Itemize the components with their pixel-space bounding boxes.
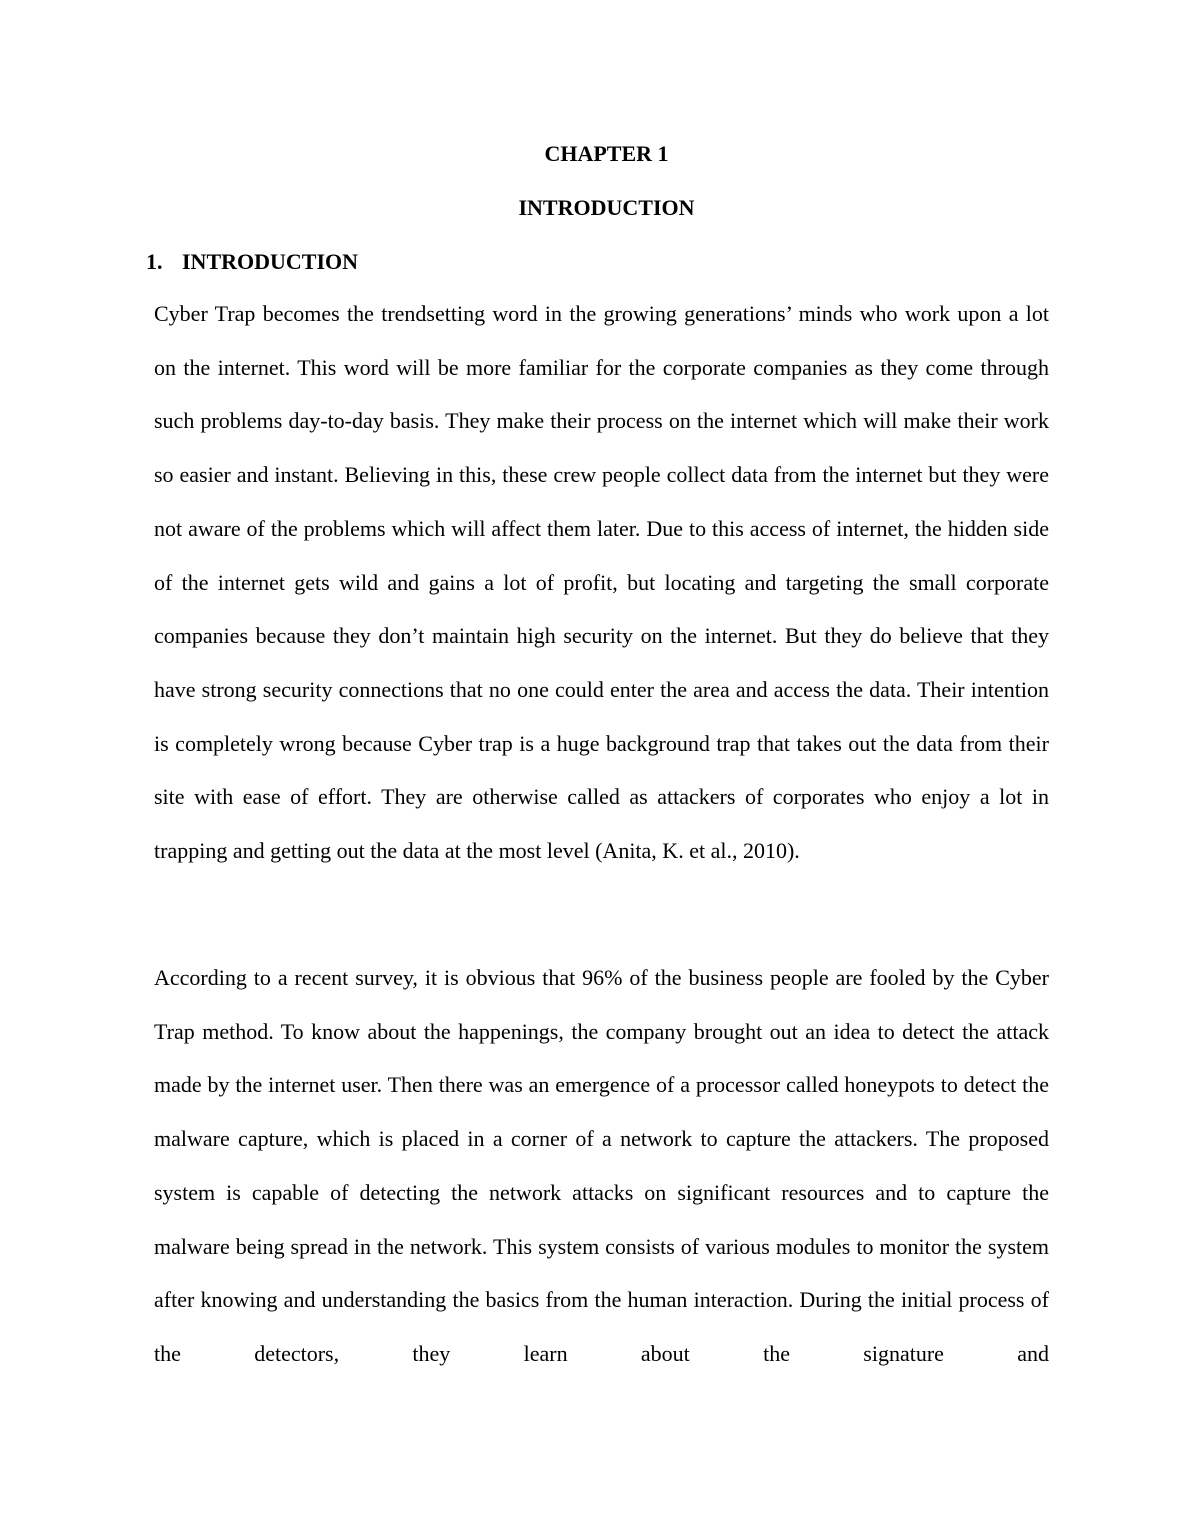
body-paragraph-1: Cyber Trap becomes the trendsetting word in the growing generations’ minds who work upon a lot on the internet. This word will be more familiar for the corporate companies as they come through such problems day-to-day basis. They make their process on the internet which will make their work so easier and instant. Believing in this, these crew people collect data from the internet but they were not aware of the problems which will affect them later. Due to this access of internet, the hidden side of the internet gets wild and gains a lot of profit, but locating and targeting the small corporate companies because they don’t maintain high security on the internet. But they do believe that they have strong security connections that no one could enter the area and access the data. Their intention is completely wrong because Cyber trap is a huge background trap that takes out the data from their site with ease of effort. They are otherwise called as attackers of corporates who enjoy a lot in trapping and getting out the data at the most level (Anita, K. et al., 2010). (154, 301, 1049, 864)
section-heading (146, 249, 358, 275)
chapter-title: INTRODUCTION (518, 195, 695, 220)
section-title: INTRODUCTION (182, 249, 359, 274)
section-number: 1. (146, 249, 163, 274)
body-paragraph-2: According to a recent survey, it is obvious that 96% of the business people are fooled by the Cyber Trap method. To know about the happenings, the company brought out an idea to detect the attack made by the internet user. Then there was an emergence of a processor called honeypots to detect the malware capture, which is placed in a corner of a network to capture the attackers. The proposed system is capable of detecting the network attacks on significant resources and to capture the malware being spread in the network. This system consists of various modules to monitor the system after knowing and understanding the basics from the human interaction. During the initial process of the detectors, they learn about the signature and (154, 965, 1049, 1366)
chapter-number: CHAPTER 1 (544, 141, 669, 166)
